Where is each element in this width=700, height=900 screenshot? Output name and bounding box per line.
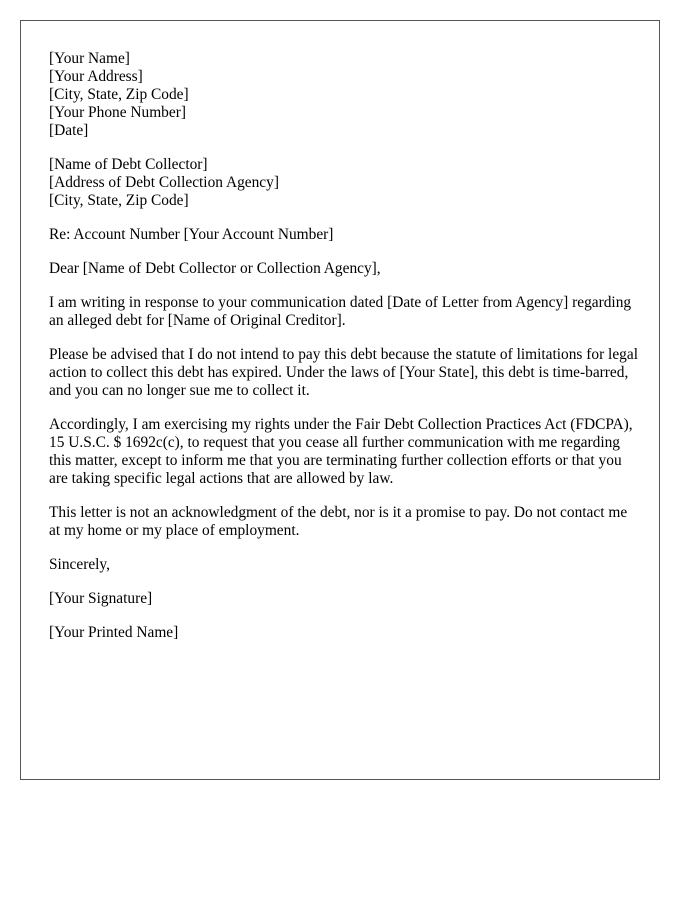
- body-paragraph-4: This letter is not an acknowledgment of the debt, nor is it a promise to pay. Do not contact me at my home or my place of employment.: [49, 504, 628, 539]
- sender-phone: [Your Phone Number]: [49, 104, 186, 121]
- letter-date: [Date]: [49, 122, 89, 139]
- sender-name: [Your Name]: [49, 50, 130, 67]
- closing: Sincerely,: [49, 556, 110, 573]
- body-paragraph-3: Accordingly, I am exercising my rights under the Fair Debt Collection Practices Act (FDCPA), 15 U.S.C. $ 1692c(c), to request that you cease all further communication with me regarding this matter, except to inform me that you are terminating further collection efforts or that you are taking specific legal actions that are allowed by law.: [49, 416, 633, 487]
- sender-address: [Your Address]: [49, 68, 143, 85]
- salutation: Dear [Name of Debt Collector or Collection Agency],: [49, 260, 381, 277]
- sender-city-state-zip: [City, State, Zip Code]: [49, 86, 189, 103]
- signature: [Your Signature]: [49, 590, 153, 607]
- letter-page: [20, 20, 660, 780]
- recipient-city-state-zip: [City, State, Zip Code]: [49, 192, 189, 209]
- subject-line: Re: Account Number [Your Account Number]: [49, 226, 334, 243]
- recipient-address: [Address of Debt Collection Agency]: [49, 174, 279, 191]
- body-paragraph-2: Please be advised that I do not intend to pay this debt because the statute of limitations for legal action to collect this debt has expired. Under the laws of [Your State], this debt is time-barred, and you can no longer sue me to collect it.: [49, 346, 638, 399]
- recipient-block: [49, 156, 639, 210]
- sender-block: [49, 50, 639, 140]
- body-paragraph-1: I am writing in response to your communication dated [Date of Letter from Agency] regarding an alleged debt for [Name of Original Creditor].: [49, 294, 632, 329]
- letter-content: [49, 50, 639, 658]
- recipient-name: [Name of Debt Collector]: [49, 156, 208, 173]
- printed-name: [Your Printed Name]: [49, 624, 179, 641]
